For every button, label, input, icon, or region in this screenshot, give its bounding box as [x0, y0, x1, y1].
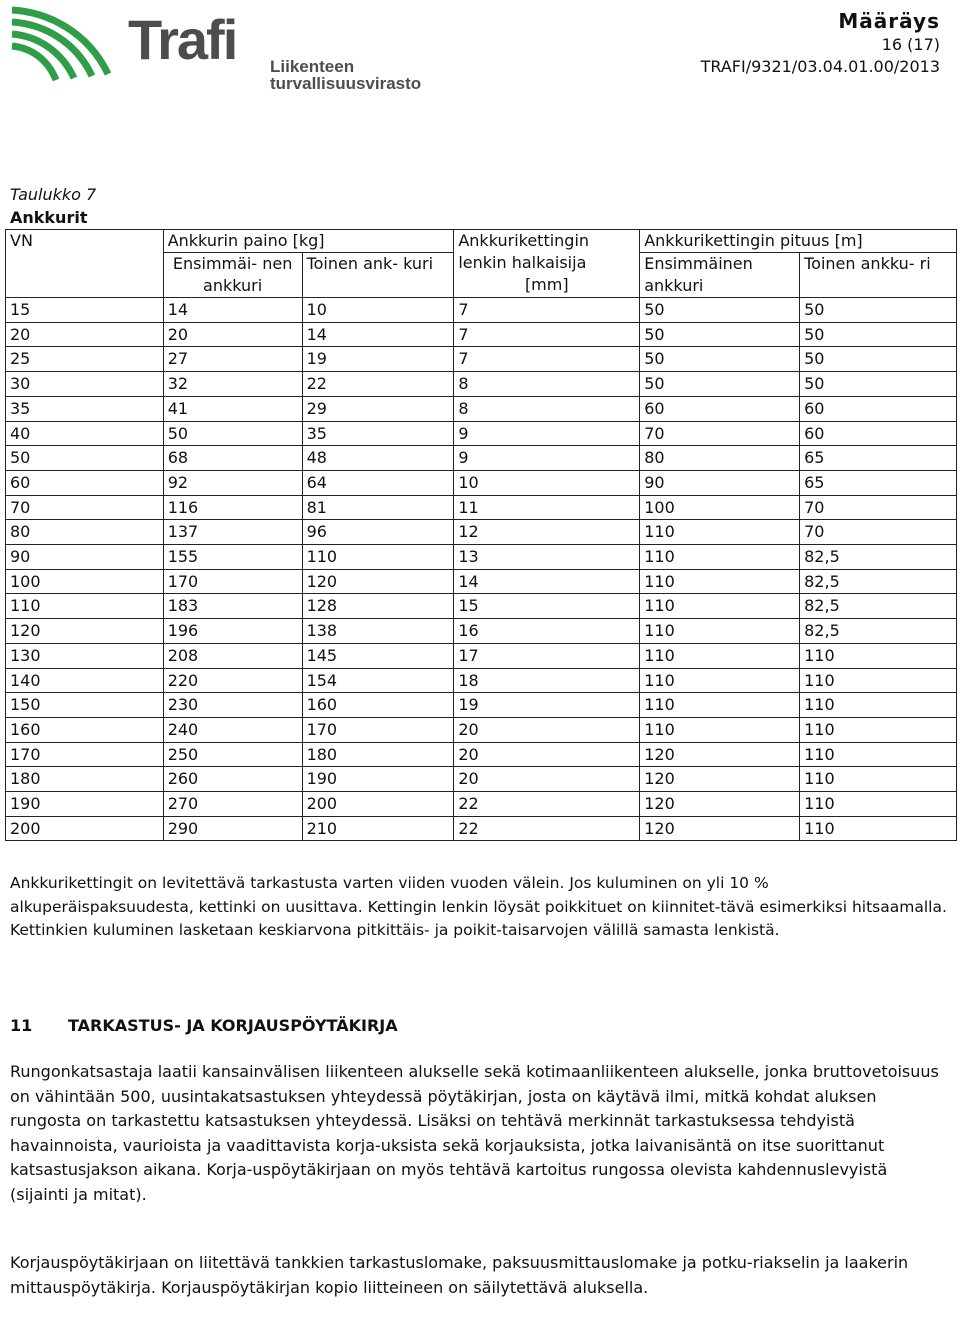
table-cell: 138 [302, 619, 454, 644]
table-cell: 15 [454, 594, 640, 619]
table-cell: 140 [6, 668, 164, 693]
table-cell: 170 [302, 717, 454, 742]
table-cell: 22 [302, 372, 454, 397]
table-cell: 32 [163, 372, 302, 397]
table-cell: 110 [800, 792, 957, 817]
table-caption [10, 183, 96, 229]
header-length-second: Toinen ankku- ri [800, 253, 957, 298]
table-cell: 9 [454, 446, 640, 471]
table-cell: 60 [800, 421, 957, 446]
table-cell: 13 [454, 545, 640, 570]
table-cell: 110 [640, 520, 800, 545]
table-cell: 240 [163, 717, 302, 742]
table-cell: 90 [640, 470, 800, 495]
table-cell: 290 [163, 816, 302, 841]
table-cell: 96 [302, 520, 454, 545]
logo-subtitle: Liikenteen turvallisuusvirasto [270, 57, 422, 93]
table-row [6, 372, 957, 397]
table-cell: 110 [800, 816, 957, 841]
table-row [6, 569, 957, 594]
table-cell: 16 [454, 619, 640, 644]
table-cell: 154 [302, 668, 454, 693]
table-cell: 70 [800, 520, 957, 545]
table-cell: 110 [640, 569, 800, 594]
table-cell: 20 [454, 767, 640, 792]
table-cell: 180 [302, 742, 454, 767]
table-cell: 50 [800, 298, 957, 323]
table-cell: 11 [454, 495, 640, 520]
doc-type: Määräys [838, 9, 940, 33]
header-chain-length: Ankkurikettingin pituus [m] [640, 230, 957, 253]
table-cell: 60 [6, 470, 164, 495]
table-row [6, 495, 957, 520]
table-cell: 220 [163, 668, 302, 693]
table-cell: 196 [163, 619, 302, 644]
trafi-swoosh-icon [8, 2, 138, 82]
table-row [6, 693, 957, 718]
table-cell: 30 [6, 372, 164, 397]
section-paragraph-1: Rungonkatsastaja laatii kansainvälisen liikenteen alukselle sekä kotimaanliikenteen alukselle, jonka bruttovetoisuus on vähintään 500, uusintakatsastuksen yhteydessä pöytäkirjan, josta on käytävä ilmi, mitkä kohdat aluksen rungosta on tarkastettu katsastuksen yhteydessä. Lisäksi on tehtävä merkinnät tarkastuksessa tehdyistä havainnoista, vaurioista ja vaadittavista korja-uksista sekä korjauksista, jotka laivanisäntä on itse suorittanut katsastusjakson aikana. Korja-uspöytäkirjaan on myös tehtävä kartoitus rungossa olevista kahdennuslevyistä (sijainti ja mitat). [10, 1062, 939, 1204]
table-cell: 183 [163, 594, 302, 619]
header-chain-diameter [454, 230, 640, 298]
table-cell: 208 [163, 643, 302, 668]
chain-inspection-note: Ankkurikettingit on levitettävä tarkastusta varten viiden vuoden välein. Jos kuluminen on yli 10 % alkuperäispaksuudesta, kettinki on uusittava. Kettingin lenkin löysät poikkituet on kiinnitet-tävä esimerkiksi hitsaamalla. Kettinkien kuluminen lasketaan keskiarvona pitkittäis- ja poikit-taisarvojen välillä samasta lenkistä. [10, 874, 947, 939]
table-cell: 50 [163, 421, 302, 446]
table-cell: 50 [640, 322, 800, 347]
table-header-row [6, 230, 957, 253]
table-cell: 18 [454, 668, 640, 693]
section-title: TARKASTUS- JA KORJAUSPÖYTÄKIRJA [68, 1016, 398, 1035]
table-cell: 7 [454, 298, 640, 323]
table-row [6, 792, 957, 817]
table-cell: 17 [454, 643, 640, 668]
table-cell: 120 [640, 767, 800, 792]
table-cell: 10 [302, 298, 454, 323]
table-cell: 20 [6, 322, 164, 347]
table-cell: 160 [6, 717, 164, 742]
table-cell: 110 [640, 619, 800, 644]
table-cell: 128 [302, 594, 454, 619]
table-row [6, 816, 957, 841]
table-cell: 82,5 [800, 569, 957, 594]
table-cell: 70 [640, 421, 800, 446]
header-weight-first: Ensimmäi- nen ankkuri [163, 253, 302, 298]
table-cell: 110 [800, 742, 957, 767]
table-cell: 120 [302, 569, 454, 594]
table-cell: 190 [6, 792, 164, 817]
table-cell: 180 [6, 767, 164, 792]
table-cell: 19 [454, 693, 640, 718]
table-caption-subtitle: Ankkurit [10, 208, 88, 227]
table-cell: 110 [6, 594, 164, 619]
table-row [6, 347, 957, 372]
header-length-first: Ensimmäinen ankkuri [640, 253, 800, 298]
table-row [6, 717, 957, 742]
table-cell: 60 [800, 396, 957, 421]
table-cell: 14 [163, 298, 302, 323]
table-row [6, 545, 957, 570]
table-cell: 8 [454, 372, 640, 397]
table-cell: 110 [640, 693, 800, 718]
table-cell: 14 [302, 322, 454, 347]
table-cell: 110 [800, 717, 957, 742]
table-cell: 190 [302, 767, 454, 792]
table-cell: 19 [302, 347, 454, 372]
table-cell: 50 [6, 446, 164, 471]
header-chain-diameter-line2: lenkin halkaisija [458, 253, 587, 272]
table-row [6, 470, 957, 495]
table-cell: 70 [800, 495, 957, 520]
table-cell: 7 [454, 322, 640, 347]
logo-wordmark: Trafi [128, 8, 237, 71]
table-row [6, 594, 957, 619]
table-cell: 110 [800, 668, 957, 693]
trafi-logo [8, 2, 508, 93]
table-cell: 41 [163, 396, 302, 421]
table-cell: 50 [800, 372, 957, 397]
table-cell: 200 [6, 816, 164, 841]
table-row [6, 520, 957, 545]
table-cell: 210 [302, 816, 454, 841]
header-chain-diameter-line3: [mm] [524, 275, 569, 294]
table-row [6, 742, 957, 767]
table-cell: 110 [800, 643, 957, 668]
table-cell: 200 [302, 792, 454, 817]
table-cell: 80 [6, 520, 164, 545]
table-cell: 120 [640, 816, 800, 841]
table-cell: 230 [163, 693, 302, 718]
table-cell: 90 [6, 545, 164, 570]
table-cell: 60 [640, 396, 800, 421]
table-cell: 110 [640, 545, 800, 570]
table-cell: 20 [163, 322, 302, 347]
table-cell: 68 [163, 446, 302, 471]
table-cell: 35 [6, 396, 164, 421]
page-number: 16 (17) [881, 35, 940, 54]
table-cell: 110 [640, 643, 800, 668]
table-cell: 137 [163, 520, 302, 545]
table-cell: 110 [640, 717, 800, 742]
table-cell: 160 [302, 693, 454, 718]
table-cell: 100 [640, 495, 800, 520]
table-cell: 100 [6, 569, 164, 594]
table-cell: 82,5 [800, 545, 957, 570]
table-cell: 70 [6, 495, 164, 520]
table-cell: 110 [640, 594, 800, 619]
table-cell: 48 [302, 446, 454, 471]
header-weight: Ankkurin paino [kg] [163, 230, 454, 253]
anchor-table [5, 229, 957, 841]
table-cell: 22 [454, 792, 640, 817]
header-chain-diameter-line1: Ankkurikettingin [458, 231, 590, 250]
table-row [6, 668, 957, 693]
table-cell: 15 [6, 298, 164, 323]
table-cell: 170 [163, 569, 302, 594]
header-weight-second: Toinen ank- kuri [302, 253, 454, 298]
table-cell: 7 [454, 347, 640, 372]
table-row [6, 619, 957, 644]
table-cell: 20 [454, 717, 640, 742]
table-row [6, 421, 957, 446]
table-cell: 120 [6, 619, 164, 644]
table-cell: 27 [163, 347, 302, 372]
table-cell: 50 [800, 347, 957, 372]
table-cell: 110 [640, 668, 800, 693]
table-cell: 12 [454, 520, 640, 545]
table-cell: 14 [454, 569, 640, 594]
table-cell: 50 [640, 298, 800, 323]
table-cell: 29 [302, 396, 454, 421]
table-cell: 64 [302, 470, 454, 495]
section-heading [10, 1014, 398, 1038]
table-cell: 155 [163, 545, 302, 570]
table-cell: 250 [163, 742, 302, 767]
table-cell: 8 [454, 396, 640, 421]
table-cell: 25 [6, 347, 164, 372]
table-cell: 80 [640, 446, 800, 471]
table-cell: 120 [640, 742, 800, 767]
table-cell: 10 [454, 470, 640, 495]
section-paragraph-2: Korjauspöytäkirjaan on liitettävä tankkien tarkastuslomake, paksuusmittauslomake ja potku-riakselin ja laakerin mittauspöytäkirja. Korjauspöytäkirjan kopio liitteineen on säilytettävä aluksella. [10, 1253, 909, 1297]
table-cell: 116 [163, 495, 302, 520]
table-row [6, 446, 957, 471]
table-cell: 50 [640, 347, 800, 372]
table-cell: 170 [6, 742, 164, 767]
section-number: 11 [10, 1016, 33, 1035]
doc-number: TRAFI/9321/03.04.01.00/2013 [700, 57, 940, 76]
table-cell: 130 [6, 643, 164, 668]
table-cell: 50 [800, 322, 957, 347]
table-cell: 92 [163, 470, 302, 495]
table-caption-title: Taulukko 7 [10, 185, 97, 204]
table-cell: 50 [640, 372, 800, 397]
table-cell: 65 [800, 446, 957, 471]
table-cell: 110 [800, 767, 957, 792]
table-cell: 22 [454, 816, 640, 841]
table-row [6, 643, 957, 668]
table-cell: 82,5 [800, 619, 957, 644]
table-row [6, 322, 957, 347]
table-cell: 110 [800, 693, 957, 718]
table-cell: 120 [640, 792, 800, 817]
header-vn: VN [6, 230, 164, 298]
table-cell: 82,5 [800, 594, 957, 619]
table-row [6, 396, 957, 421]
table-cell: 9 [454, 421, 640, 446]
document-header-info [701, 8, 940, 78]
table-cell: 150 [6, 693, 164, 718]
table-row [6, 767, 957, 792]
table-cell: 145 [302, 643, 454, 668]
table-cell: 110 [302, 545, 454, 570]
table-cell: 260 [163, 767, 302, 792]
table-cell: 81 [302, 495, 454, 520]
table-row [6, 298, 957, 323]
table-cell: 20 [454, 742, 640, 767]
table-cell: 270 [163, 792, 302, 817]
table-cell: 65 [800, 470, 957, 495]
table-cell: 40 [6, 421, 164, 446]
table-cell: 35 [302, 421, 454, 446]
